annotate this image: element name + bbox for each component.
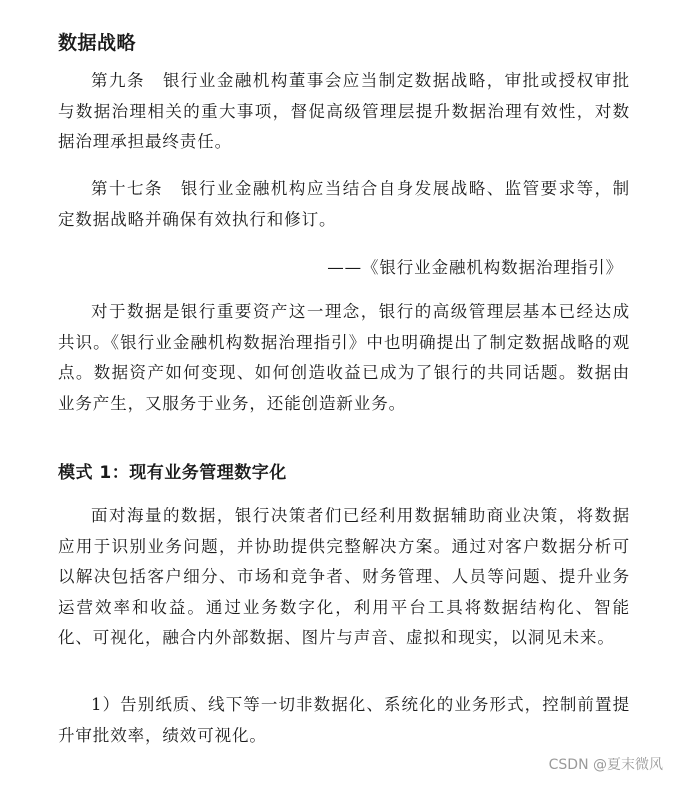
article-9-paragraph: 第九条 银行业金融机构董事会应当制定数据战略，审批或授权审批与数据治理相关的重大事项，督促高级管理层提升数据治理有效性，对数据治理承担最终责任。 xyxy=(58,71,630,151)
section-title-mode-1: 模式 1：现有业务管理数字化 xyxy=(58,463,287,483)
csdn-watermark: CSDN @夏末微风 xyxy=(548,757,663,773)
section-title-data-strategy: 数据战略 xyxy=(58,32,137,54)
citation-source: ——《银行业金融机构数据治理指引》 xyxy=(327,258,623,277)
commentary-paragraph: 对于数据是银行重要资产这一理念，银行的高级管理层基本已经达成共识。《银行业金融机构数据治理指引》中也明确提出了制定数据战略的观点。数据资产如何变现、如何创造收益已成为了银行的共同话题。数据由业务产生，又服务于业务，还能创造新业务。 xyxy=(58,302,630,413)
mode-1-item-1: 1）告别纸质、线下等一切非数据化、系统化的业务形式，控制前置提升审批效率，绩效可视化。 xyxy=(58,695,630,745)
mode-1-body-paragraph: 面对海量的数据，银行决策者们已经利用数据辅助商业决策，将数据应用于识别业务问题，并协助提供完整解决方案。通过对客户数据分析可以解决包括客户细分、市场和竞争者、财务管理、人员等问题、提升业务运营效率和收益。通过业务数字化，利用平台工具将数据结构化、智能化、可视化，融合内外部数据、图片与声音、虚拟和现实，以洞见未来。 xyxy=(58,506,630,647)
article-17-paragraph: 第十七条 银行业金融机构应当结合自身发展战略、监管要求等，制定数据战略并确保有效执行和修订。 xyxy=(58,179,630,229)
